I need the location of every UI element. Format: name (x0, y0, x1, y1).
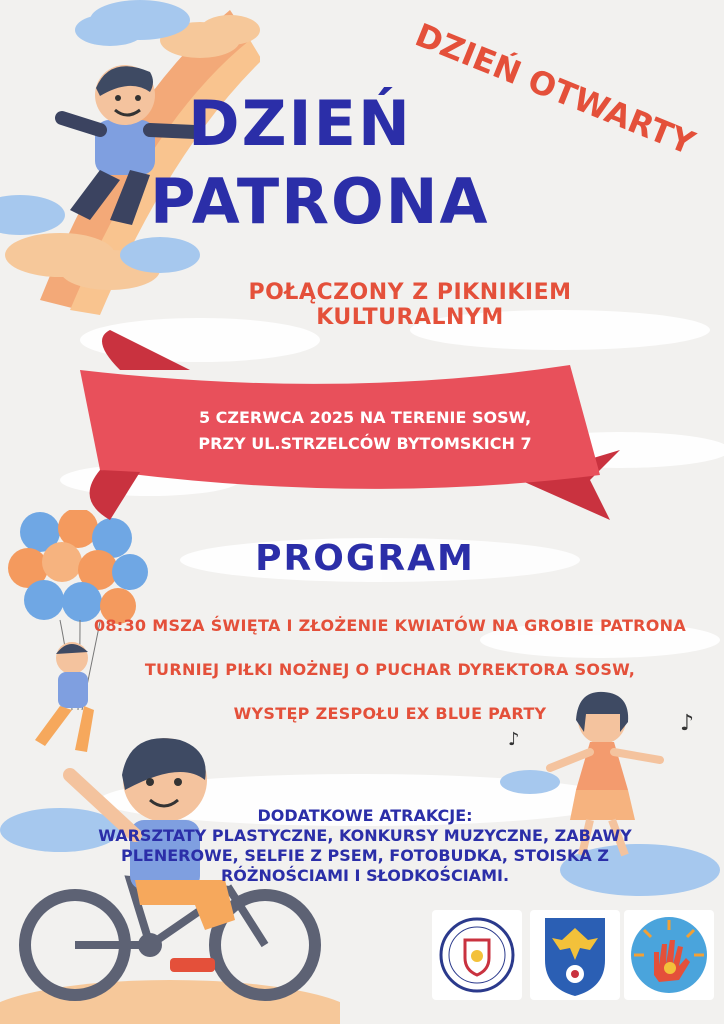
extras-line: PLENEROWE, SELFIE Z PSEM, FOTOBUDKA, STOISKA Z (121, 846, 609, 865)
county-eagle-coat-of-arms-icon (530, 910, 620, 1000)
extras-heading: DODATKOWE ATRAKCJE: (257, 806, 473, 825)
svg-text:♪: ♪ (508, 729, 520, 750)
event-location-line: PRZY UL.STRZELCÓW BYTOMSKICH 7 (198, 434, 532, 453)
event-date-location (160, 405, 570, 457)
slide-boy-illustration (0, 0, 260, 320)
subtitle: POŁĄCZONY Z PIKNIKIEM KULTURALNYM (248, 280, 572, 330)
program-item: WYSTĘP ZESPOŁU EX BLUE PARTY (233, 704, 547, 723)
extra-attractions (80, 806, 650, 886)
event-date-line: 5 CZERWCA 2025 NA TERENIE SOSW, (198, 408, 532, 427)
school-crest-logo-icon (432, 910, 522, 1000)
extras-line: WARSZTATY PLASTYCZNE, KONKURSY MUZYCZNE, ZABAWY (98, 826, 632, 845)
program-item: TURNIEJ PIŁKI NOŻNEJ O PUCHAR DYREKTORA SOSW, (144, 660, 636, 679)
extras-line: RÓŻNOŚCIAMI I SŁODKOŚCIAMI. (220, 866, 510, 885)
program-heading: PROGRAM (255, 538, 475, 579)
program-item: 08:30 MSZA ŚWIĘTA I ZŁOŻENIE KWIATÓW NA GROBIE PATRONA (93, 616, 687, 635)
title-line-2: PATRONA (150, 165, 490, 238)
open-day-label: DZIEŃ OTWARTY (410, 15, 700, 163)
title-line-1: DZIEŃ (188, 87, 412, 160)
svg-text:♪: ♪ (680, 711, 695, 736)
association-hand-logo-icon (624, 910, 714, 1000)
